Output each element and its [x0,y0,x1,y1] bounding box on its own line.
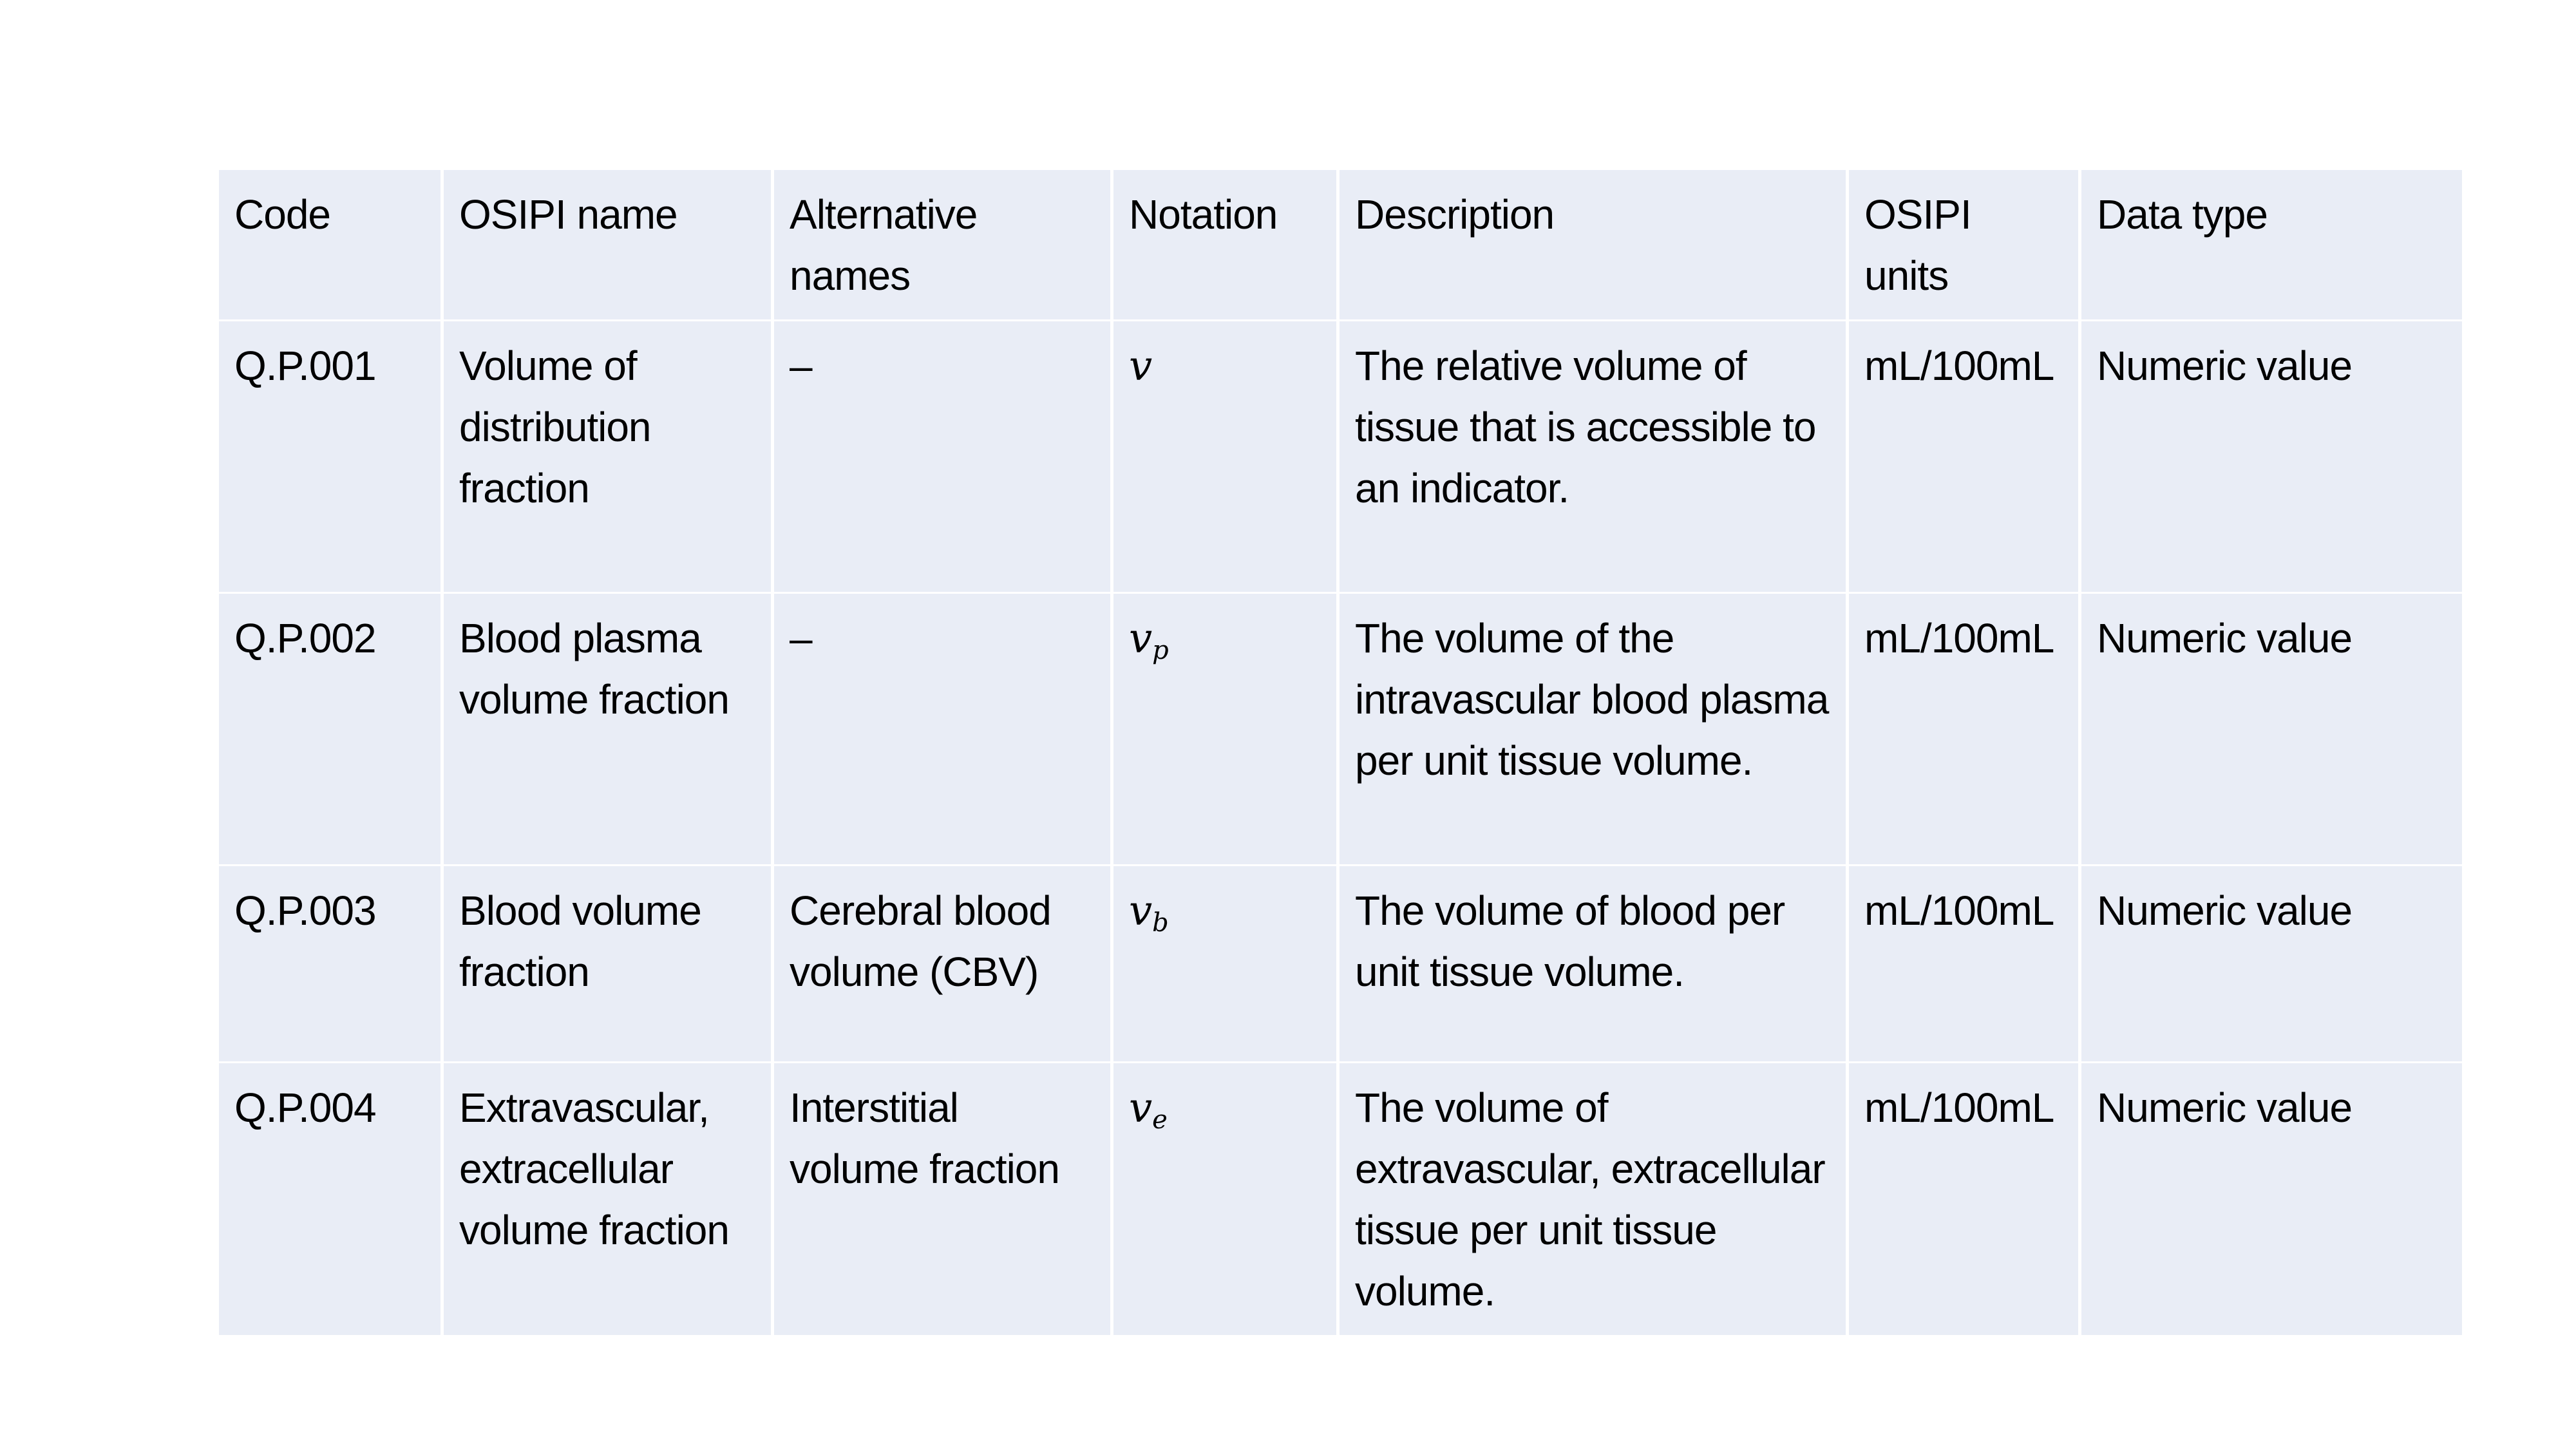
notation-symbol: $v_p$ [1129,615,1169,665]
cell-code: Q.P.003 [218,866,442,1063]
cell-alternative-names: – [773,593,1112,866]
osipi-parameters-table [216,168,2465,1337]
header-description: Description [1338,169,1848,321]
cell-description: The volume of extravascular, extracellular tissue per unit tissue volume. [1338,1063,1848,1336]
cell-description: The relative volume of tissue that is accessible to an indicator. [1338,321,1848,593]
cell-osipi-units: mL/100mL [1848,593,2080,866]
table-row-qp003 [218,866,2464,1063]
cell-osipi-units: mL/100mL [1848,866,2080,1063]
cell-notation [1112,866,1338,1063]
notation-symbol: $v_b$ [1129,887,1169,938]
header-osipi-name: OSIPI name [442,169,773,321]
cell-data-type: Numeric value [2080,1063,2464,1336]
cell-osipi-name: Volume of distribution fraction [442,321,773,593]
cell-code: Q.P.001 [218,321,442,593]
cell-code: Q.P.004 [218,1063,442,1336]
table-row-qp002 [218,593,2464,866]
header-row [218,169,2464,321]
cell-data-type: Numeric value [2080,593,2464,866]
table-row-qp001 [218,321,2464,593]
cell-data-type: Numeric value [2080,321,2464,593]
cell-notation [1112,593,1338,866]
table-row-qp004 [218,1063,2464,1336]
cell-osipi-units: mL/100mL [1848,1063,2080,1336]
cell-alternative-names: – [773,321,1112,593]
notation-symbol: v [1129,343,1153,390]
cell-notation [1112,321,1338,593]
cell-alternative-names: Cerebral blood volume (CBV) [773,866,1112,1063]
header-alternative-names: Alternative names [773,169,1112,321]
header-code: Code [218,169,442,321]
header-osipi-units: OSIPI units [1848,169,2080,321]
cell-alternative-names: Interstitial volume fraction [773,1063,1112,1336]
cell-data-type: Numeric value [2080,866,2464,1063]
cell-osipi-name: Blood plasma volume fraction [442,593,773,866]
cell-osipi-name: Blood volume fraction [442,866,773,1063]
cell-osipi-units: mL/100mL [1848,321,2080,593]
header-data-type: Data type [2080,169,2464,321]
notation-symbol: $v_e$ [1129,1084,1168,1135]
cell-description: The volume of the intravascular blood plasma per unit tissue volume. [1338,593,1848,866]
cell-code: Q.P.002 [218,593,442,866]
cell-description: The volume of blood per unit tissue volume. [1338,866,1848,1063]
cell-notation [1112,1063,1338,1336]
header-notation: Notation [1112,169,1338,321]
cell-osipi-name: Extravascular, extracellular volume fraction [442,1063,773,1336]
